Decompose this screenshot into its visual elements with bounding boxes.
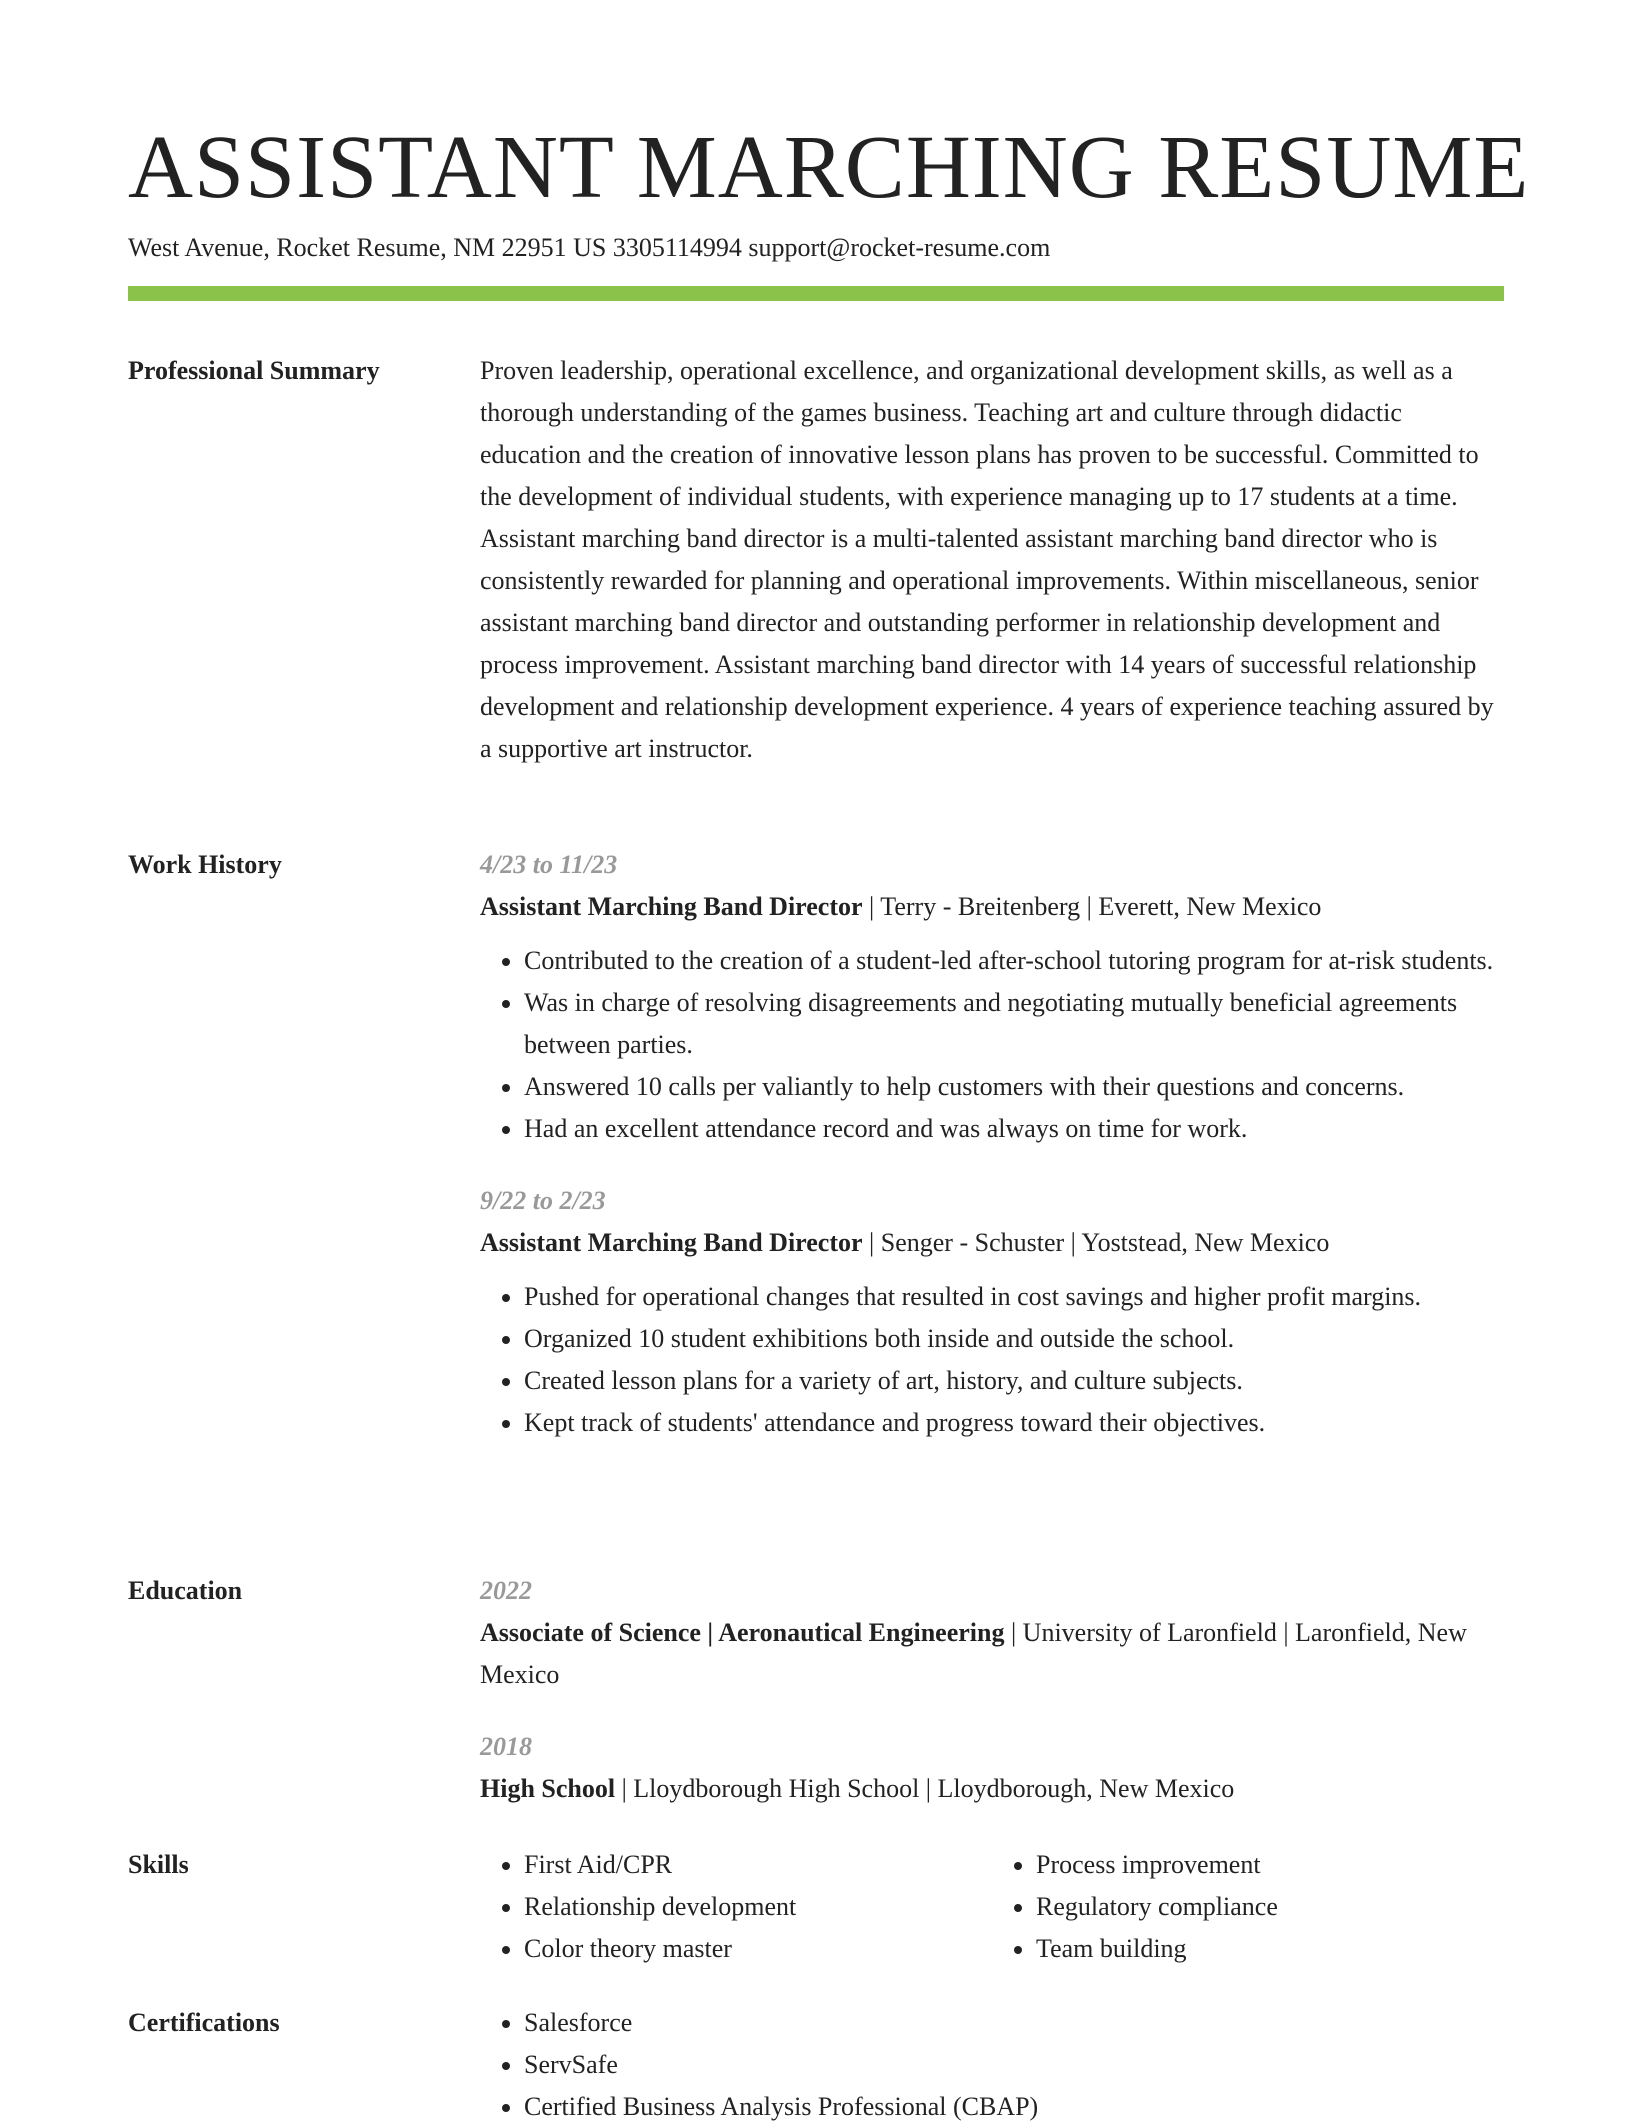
skill-item: • Regulatory compliance bbox=[1036, 1886, 1504, 1928]
section-label-education: Education bbox=[128, 1576, 243, 1605]
header-divider bbox=[128, 286, 1504, 301]
resume-header bbox=[128, 118, 1530, 264]
job-bullets bbox=[480, 1276, 1504, 1444]
contact-line: West Avenue, Rocket Resume, NM 22951 US 3305114994 support@rocket-resume.com bbox=[128, 233, 1051, 262]
job-entry bbox=[480, 1180, 1504, 1444]
skills-column-2 bbox=[992, 1844, 1504, 1970]
education-entry bbox=[480, 1570, 1504, 1696]
section-label-skills: Skills bbox=[128, 1850, 189, 1879]
section-label-work: Work History bbox=[128, 850, 282, 879]
job-bullet: • Created lesson plans for a variety of art, history, and culture subjects. bbox=[524, 1360, 1504, 1402]
job-bullet: • Pushed for operational changes that resulted in cost savings and higher profit margins. bbox=[524, 1276, 1504, 1318]
education-year: 2018 bbox=[480, 1732, 532, 1761]
skill-item: • Process improvement bbox=[1036, 1844, 1504, 1886]
summary-body bbox=[480, 350, 1504, 770]
job-bullet: • Contributed to the creation of a student-led after-school tutoring program for at-risk students. bbox=[524, 940, 1504, 982]
summary-text: Proven leadership, operational excellence, and organizational development skills, as well as a thorough understanding of the games business. Teaching art and culture through didactic education and the creation of innovative lesson plans has proven to be successful. Committed to the development of individual students, with experience managing up to 17 students at a time. Assistant marching band director is a multi-talented assistant marching band director who is consistently rewarded for planning and operational improvements. Within miscellaneous, senior assistant marching band director and outstanding performer in relationship development and process improvement. Assistant marching band director with 14 years of successful relationship development and relationship development experience. 4 years of experience teaching assured by a supportive art instructor. bbox=[480, 356, 1494, 763]
section-label-certifications: Certifications bbox=[128, 2008, 280, 2037]
education-details: | Lloydborough High School | Lloydborough, New Mexico bbox=[615, 1774, 1235, 1803]
job-title: Assistant Marching Band Director bbox=[480, 1228, 863, 1257]
job-bullet: • Had an excellent attendance record and was always on time for work. bbox=[524, 1108, 1504, 1150]
certifications-list bbox=[480, 2002, 1504, 2128]
job-dates: 4/23 to 11/23 bbox=[480, 850, 618, 879]
job-bullet: • Organized 10 student exhibitions both inside and outside the school. bbox=[524, 1318, 1504, 1360]
education-details: | University of Laronfield | Laronfield, New Mexico bbox=[480, 1618, 1467, 1689]
skills-column-1 bbox=[480, 1844, 992, 1970]
job-heading bbox=[480, 886, 1504, 928]
skill-item: • Team building bbox=[1036, 1928, 1504, 1970]
job-details: | Senger - Schuster | Yoststead, New Mexico bbox=[862, 1228, 1330, 1257]
job-heading bbox=[480, 1222, 1504, 1264]
education-year: 2022 bbox=[480, 1576, 532, 1605]
certification-item: • Salesforce bbox=[524, 2002, 1504, 2044]
education-degree: High School bbox=[480, 1774, 616, 1803]
job-title: Assistant Marching Band Director bbox=[480, 892, 863, 921]
certification-item: • Certified Business Analysis Professional (CBAP) bbox=[524, 2086, 1504, 2128]
resume-title: ASSISTANT MARCHING RESUME bbox=[128, 118, 1530, 217]
job-dates: 9/22 to 2/23 bbox=[480, 1186, 606, 1215]
skill-item: • Relationship development bbox=[524, 1886, 992, 1928]
certifications-body bbox=[480, 2002, 1504, 2128]
job-details: | Terry - Breitenberg | Everett, New Mexico bbox=[862, 892, 1322, 921]
education-degree: Associate of Science | Aeronautical Engineering bbox=[480, 1618, 1005, 1647]
job-bullet: • Kept track of students' attendance and progress toward their objectives. bbox=[524, 1402, 1504, 1444]
education-heading bbox=[480, 1768, 1504, 1810]
job-bullet: • Answered 10 calls per valiantly to help customers with their questions and concerns. bbox=[524, 1066, 1504, 1108]
education-entry bbox=[480, 1726, 1504, 1810]
skill-item: • First Aid/CPR bbox=[524, 1844, 992, 1886]
skills-body bbox=[480, 1844, 1504, 1970]
certification-item: • ServSafe bbox=[524, 2044, 1504, 2086]
skill-item: • Color theory master bbox=[524, 1928, 992, 1970]
section-label-summary: Professional Summary bbox=[128, 356, 380, 385]
job-bullet: • Was in charge of resolving disagreements and negotiating mutually beneficial agreements between parties. bbox=[524, 982, 1504, 1066]
education-heading bbox=[480, 1612, 1504, 1696]
work-body bbox=[480, 844, 1504, 1474]
education-body bbox=[480, 1570, 1504, 1810]
job-entry bbox=[480, 844, 1504, 1150]
job-bullets bbox=[480, 940, 1504, 1150]
